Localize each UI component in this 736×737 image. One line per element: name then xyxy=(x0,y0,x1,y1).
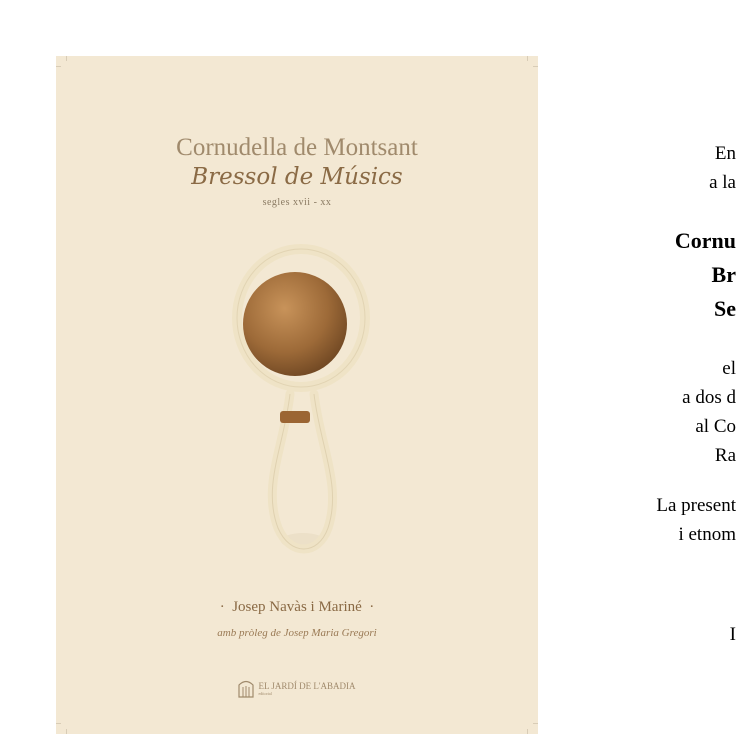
cover-prologue: amb pròleg de Josep Maria Gregori xyxy=(217,627,377,639)
book-cover xyxy=(56,56,538,734)
text-line: En xyxy=(714,143,736,164)
text-line: I xyxy=(729,624,736,645)
cover-title: Cornudella de Montsant xyxy=(176,134,418,161)
text-line: La present xyxy=(656,495,736,516)
title-line: Br xyxy=(711,262,736,287)
cover-centuries: segles xvii - xx xyxy=(262,197,332,208)
text-line: a dos d xyxy=(682,387,736,408)
abbey-icon xyxy=(238,678,254,698)
cover-subtitle: Bressol de Músics xyxy=(191,164,403,190)
publisher-sub: editorial xyxy=(258,690,272,696)
text-line: al Co xyxy=(695,416,736,437)
text-line: Ra xyxy=(714,445,736,466)
text-line: el xyxy=(722,358,736,379)
publisher-name: EL JARDÍ DE L'ABADIA xyxy=(258,680,356,691)
text-line: a la xyxy=(709,172,736,193)
cover-author: · Josep Navàs i Mariné · xyxy=(219,599,375,615)
title-line: Se xyxy=(714,296,736,321)
text-line: i etnom xyxy=(678,524,736,545)
title-line: Cornu xyxy=(674,228,736,253)
publisher-logo xyxy=(56,678,538,698)
